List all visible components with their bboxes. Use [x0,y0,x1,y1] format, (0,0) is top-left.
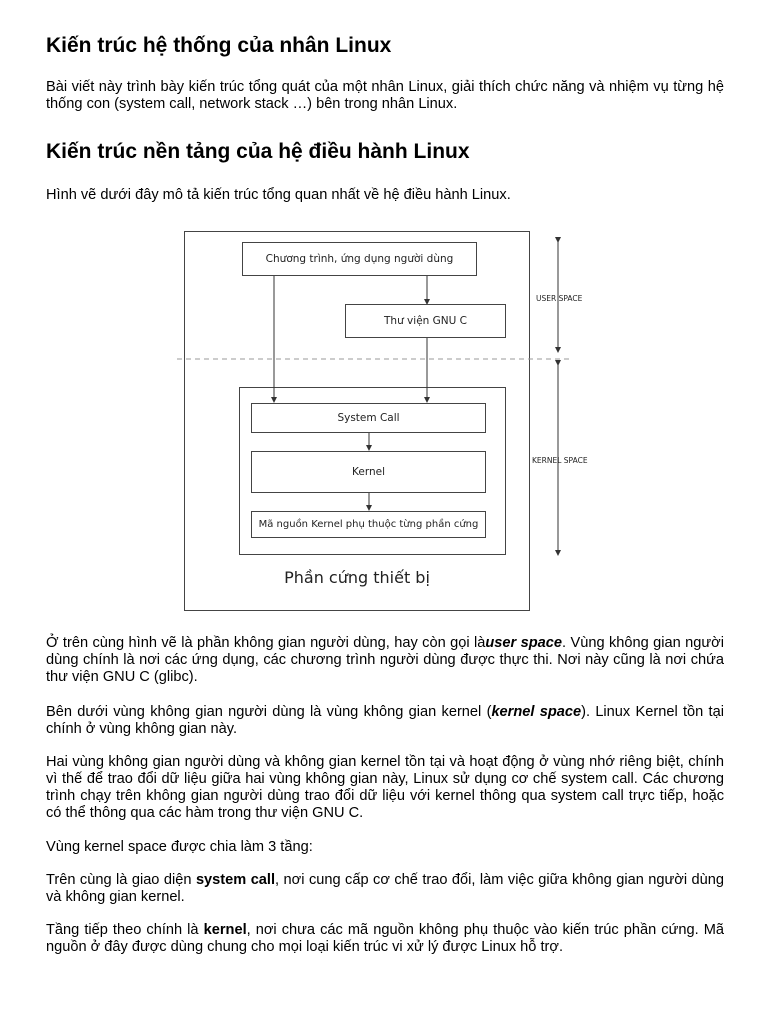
emph-user-space: user space [485,635,563,651]
paragraph-layers: Vùng kernel space được chia làm 3 tầng: [46,839,313,855]
kernel-box: Kernel [251,451,486,493]
emph-system-call: system call [195,872,276,888]
emph-kernel: kernel [203,922,247,938]
arch-dependent-code-box: Mã nguồn Kernel phụ thuộc từng phần cứng [251,511,486,538]
page-title: Kiến trúc hệ thống của nhân Linux [46,34,392,57]
kernel-space-label: KERNEL SPACE [532,456,588,465]
user-space-label: USER SPACE [536,294,583,303]
user-apps-box: Chương trình, ứng dụng người dùng [242,242,477,276]
hardware-label: Phần cứng thiết bị [284,568,430,587]
gnu-c-library-box: Thư viện GNU C [345,304,506,338]
section-title: Kiến trúc nền tảng của hệ điều hành Linux [46,140,470,163]
figure-caption: Hình vẽ dưới đây mô tả kiến trúc tổng quan nhất về hệ điều hành Linux. [46,187,511,203]
paragraph-layer-kernel: Tầng tiếp theo chính là kernel, nơi chưa các mã nguồn không phụ thuộc vào kiến trúc phần cứng. Mã nguồn ở đây được dùng chung cho mọi loại kiến trúc vi xử lý được Linux hỗ trợ. [46,922,725,955]
paragraph-user-space: Ở trên cùng hình vẽ là phần không gian người dùng, hay còn gọi làuser space. Vùng không gian người dùng chính là nơi các ứng dụng, các chương trình người dùng được thực thi. Nơi này cũng là nơi chứa thư viện GNU C (glibc). [46,635,724,685]
intro-paragraph: Bài viết này trình bày kiến trúc tổng quát của một nhân Linux, giải thích chức năng và nhiệm vụ từng hệ thống con (system call, network stack …) bên trong nhân Linux. [46,79,724,112]
paragraph-layer-syscall: Trên cùng là giao diện system call, nơi cung cấp cơ chế trao đổi, làm việc giữa không gian người dùng và không gian kernel. [46,872,725,905]
paragraph-kernel-space: Bên dưới vùng không gian người dùng là vùng không gian kernel (kernel space). Linux Kernel tồn tại chính ở vùng không gian này. [46,704,724,737]
system-call-box: System Call [251,403,486,433]
emph-kernel-space: kernel space [491,704,582,720]
paragraph-system-call: Hai vùng không gian người dùng và không gian kernel tồn tại và hoạt động ở vùng nhớ riêng biệt, chính vì thế để trao đổi dữ liệu giữa hai vùng không gian này, Linux sử dụng cơ chế system call. Các chương trình chạy trên không gian người dùng trao đổi dữ liệu với kernel thông qua system call trực tiếp, hoặc có thể thông qua các hàm trong thư viện GNU C. [46,754,724,821]
